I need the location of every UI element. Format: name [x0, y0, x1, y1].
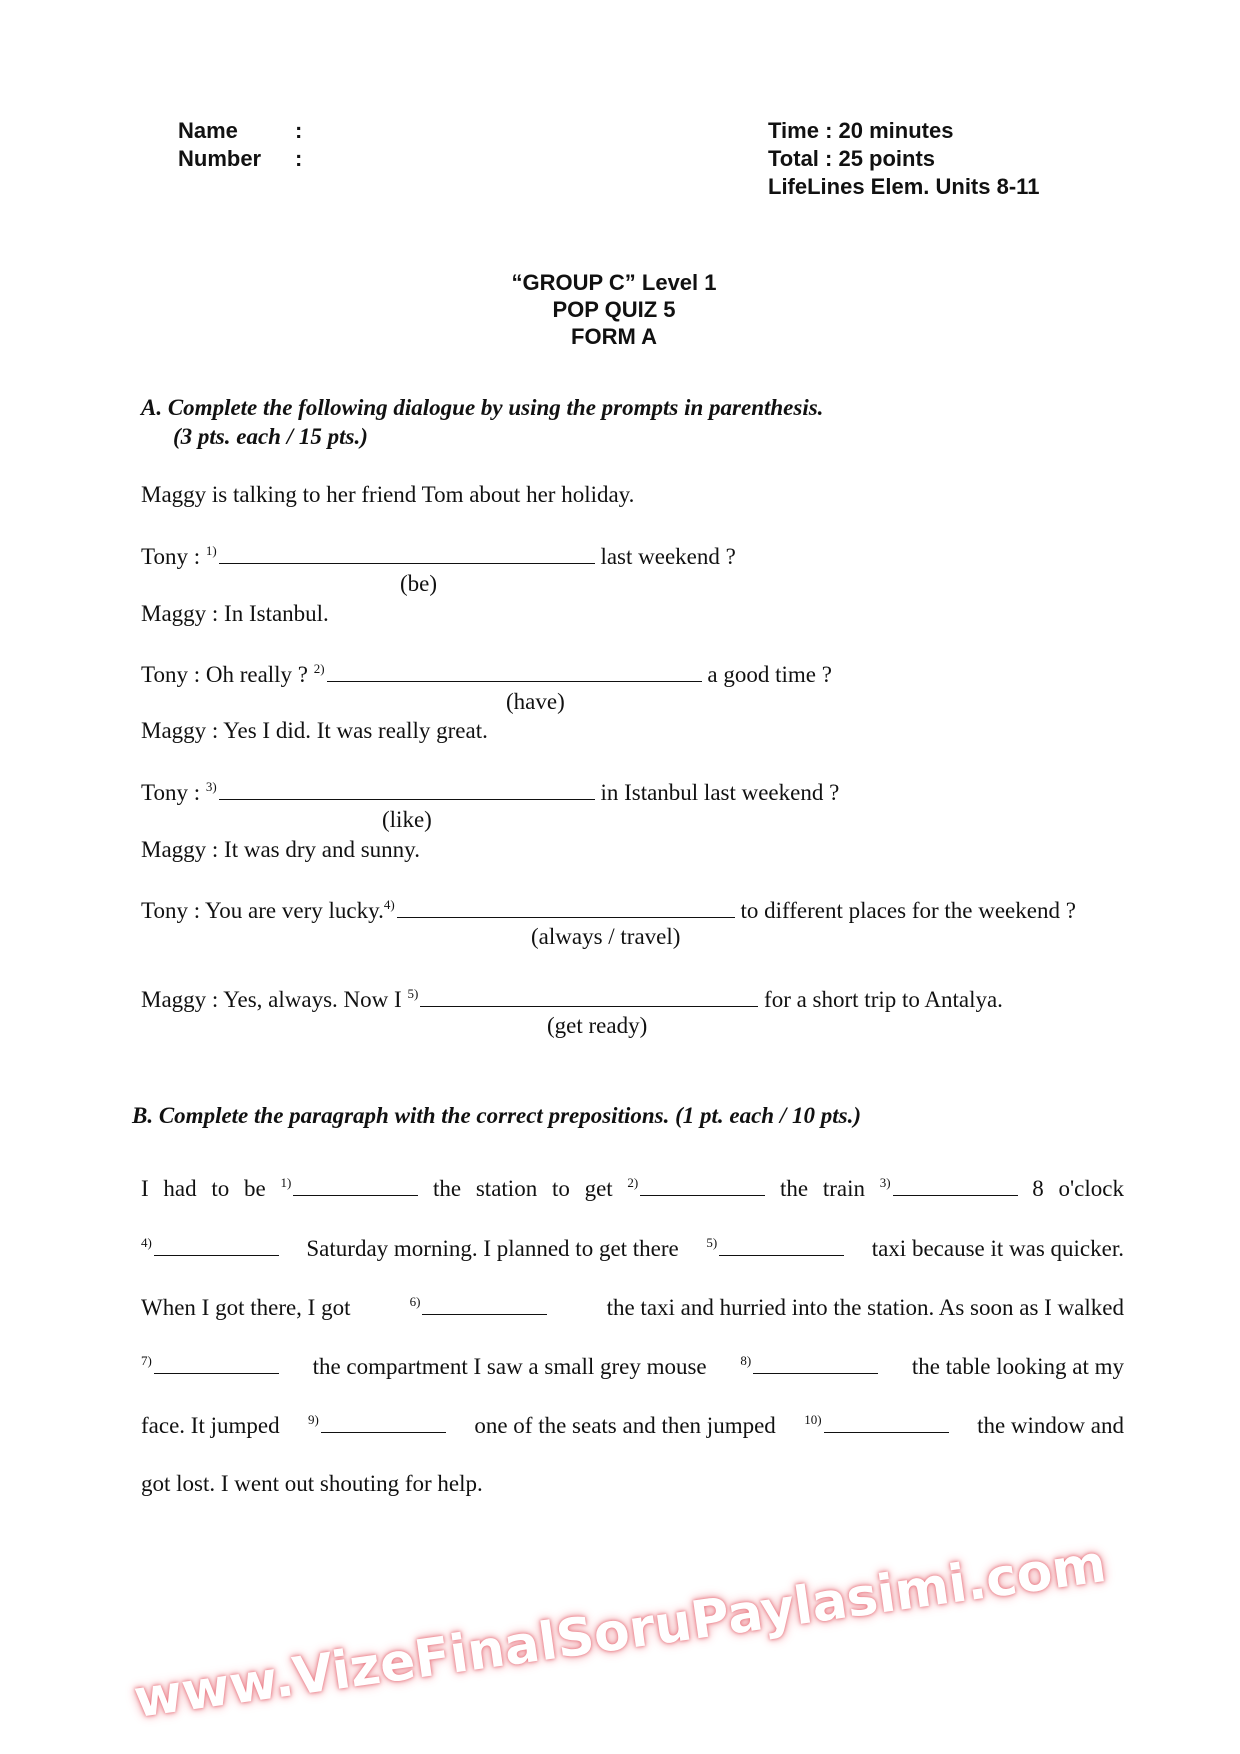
- line-text: for a short trip to Antalya.: [764, 987, 1003, 1012]
- speaker: Tony :: [141, 780, 201, 805]
- paragraph-text: 8: [1032, 1176, 1044, 1201]
- blank-group: [141, 1353, 279, 1380]
- item-number: 8): [740, 1353, 752, 1368]
- item-number: 6): [409, 1294, 421, 1309]
- paragraph-line: [141, 1353, 1124, 1380]
- line-text: last weekend ?: [600, 544, 736, 569]
- paragraph-text: station: [475, 1176, 538, 1201]
- time-info: Time : 20 minutes: [768, 118, 954, 143]
- section-a-intro: Maggy is talking to her friend Tom about her holiday.: [141, 482, 635, 507]
- line-text: You are very lucky.: [205, 898, 384, 923]
- speaker: Tony :: [141, 898, 201, 923]
- line-text: Oh really ?: [205, 662, 309, 687]
- speaker: Tony :: [141, 544, 201, 569]
- item-number: 1): [205, 543, 217, 558]
- item-number: 4): [383, 897, 395, 912]
- paragraph-text: the compartment I saw a small grey mouse: [312, 1354, 707, 1379]
- answer-blank[interactable]: [893, 1175, 1018, 1196]
- paragraph-text: train: [822, 1176, 865, 1201]
- item-number: 5): [706, 1235, 718, 1250]
- paragraph-text: to: [211, 1176, 230, 1201]
- book-info: LifeLines Elem. Units 8-11: [768, 174, 1040, 199]
- section-a-points: (3 pts. each / 15 pts.): [173, 424, 368, 449]
- paragraph-text: the taxi and hurried into the station. As soon as I walked: [606, 1295, 1124, 1320]
- answer-blank[interactable]: [753, 1353, 878, 1374]
- answer-blank-1[interactable]: [219, 541, 595, 564]
- quiz-title: POP QUIZ 5: [552, 297, 676, 322]
- answer-blank[interactable]: [640, 1175, 765, 1196]
- line-text: Yes, always. Now I: [223, 987, 402, 1012]
- line-text: a good time ?: [707, 662, 832, 687]
- number-colon: :: [295, 146, 303, 171]
- paragraph-text: the window and: [977, 1413, 1124, 1438]
- blank-group: [706, 1235, 844, 1262]
- blank-group: [627, 1175, 765, 1202]
- item-number: 4): [141, 1235, 152, 1250]
- blank-group: [410, 1294, 548, 1321]
- blank-group: [308, 1412, 446, 1439]
- dialogue-line-4: [141, 895, 1076, 924]
- paragraph-text: to: [551, 1176, 570, 1201]
- reply-1: Maggy : In Istanbul.: [141, 601, 329, 626]
- paragraph-text: o'clock: [1058, 1176, 1124, 1201]
- paragraph-text: the table looking at my: [911, 1354, 1124, 1379]
- paragraph-line: [141, 1412, 1124, 1439]
- prompt-5: (get ready): [547, 1013, 648, 1038]
- paragraph-text: When I got there, I got: [141, 1295, 351, 1320]
- paragraph-text: Saturday morning. I planned to get there: [306, 1236, 679, 1261]
- prompt-1: (be): [400, 571, 438, 596]
- watermark: www.VizeFinalSoruPaylasimi.com: [130, 1534, 1110, 1730]
- section-a-heading: A. Complete the following dialogue by using the prompts in parenthesis.: [141, 395, 824, 420]
- answer-blank-3[interactable]: [219, 777, 595, 800]
- paragraph-text: the: [433, 1176, 462, 1201]
- name-label: Name: [178, 118, 238, 143]
- item-number: 7): [141, 1353, 152, 1368]
- paragraph-text: be: [243, 1176, 266, 1201]
- paragraph-text: had: [163, 1176, 197, 1201]
- answer-blank[interactable]: [719, 1235, 844, 1256]
- paragraph-line: [141, 1294, 1124, 1321]
- prompt-3: (like): [382, 807, 432, 832]
- dialogue-line-1: [141, 541, 736, 570]
- prompt-2: (have): [506, 689, 565, 714]
- paragraph-text: taxi because it was quicker.: [871, 1236, 1124, 1261]
- paragraph-text: one of the seats and then jumped: [474, 1413, 776, 1438]
- answer-blank[interactable]: [154, 1353, 279, 1374]
- blank-group: [280, 1175, 418, 1202]
- answer-blank-5[interactable]: [420, 984, 758, 1007]
- paragraph-text: I: [141, 1176, 149, 1201]
- dialogue-line-3: [141, 777, 839, 806]
- item-number: 3): [879, 1175, 891, 1190]
- section-b-heading: B. Complete the paragraph with the correct prepositions. (1 pt. each / 10 pts.): [132, 1103, 861, 1128]
- answer-blank[interactable]: [293, 1175, 418, 1196]
- line-text: to different places for the weekend ?: [740, 898, 1076, 923]
- item-number: 10): [804, 1412, 822, 1427]
- paragraph-text: get: [584, 1176, 613, 1201]
- blank-group: [141, 1235, 279, 1262]
- prompt-4: (always / travel): [531, 924, 681, 949]
- speaker: Tony :: [141, 662, 201, 687]
- answer-blank[interactable]: [824, 1412, 949, 1433]
- line-text: in Istanbul last weekend ?: [600, 780, 840, 805]
- blank-group: [880, 1175, 1018, 1202]
- dialogue-line-2: [141, 659, 832, 688]
- paragraph-last-line: got lost. I went out shouting for help.: [141, 1471, 483, 1496]
- blank-group: [804, 1412, 948, 1439]
- item-number: 1): [280, 1175, 292, 1190]
- reply-2: Maggy : Yes I did. It was really great.: [141, 718, 488, 743]
- blank-group: [740, 1353, 878, 1380]
- item-number: 2): [627, 1175, 639, 1190]
- group-title: “GROUP C” Level 1: [511, 270, 717, 295]
- answer-blank[interactable]: [321, 1412, 446, 1433]
- paragraph-line: [141, 1235, 1124, 1262]
- total-info: Total : 25 points: [768, 146, 936, 171]
- answer-blank-2[interactable]: [327, 659, 702, 682]
- answer-blank[interactable]: [154, 1235, 279, 1256]
- reply-3: Maggy : It was dry and sunny.: [141, 837, 420, 862]
- answer-blank-4[interactable]: [397, 895, 735, 918]
- paragraph-text: the: [779, 1176, 809, 1201]
- speaker: Maggy :: [141, 987, 219, 1012]
- form-title: FORM A: [571, 324, 657, 349]
- dialogue-line-5: [141, 984, 1003, 1013]
- item-number: 3): [205, 779, 217, 794]
- item-number: 2): [313, 661, 325, 676]
- answer-blank[interactable]: [422, 1294, 547, 1315]
- item-number: 9): [308, 1412, 319, 1427]
- number-label: Number: [178, 146, 262, 171]
- paragraph-text: face. It jumped: [141, 1413, 280, 1438]
- item-number: 5): [407, 986, 419, 1001]
- paragraph-line: [141, 1175, 1124, 1202]
- name-colon: :: [295, 118, 303, 143]
